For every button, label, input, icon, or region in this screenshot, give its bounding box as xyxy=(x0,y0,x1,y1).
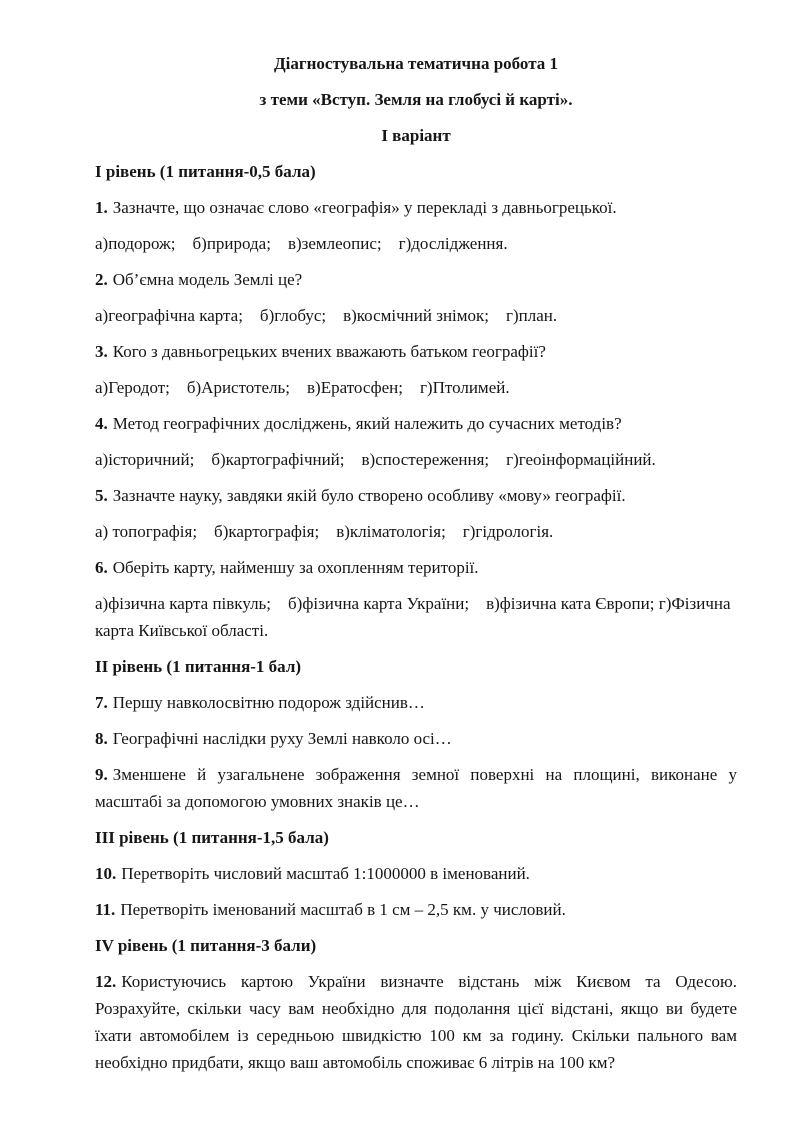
doc-title-line-1: Діагностувальна тематична робота 1 xyxy=(273,54,559,73)
question-5 xyxy=(95,482,737,509)
question-8-number: 8. xyxy=(95,729,108,748)
question-11 xyxy=(95,896,737,923)
question-2-text: Об’ємна модель Землі це? xyxy=(112,270,303,289)
question-7-number: 7. xyxy=(95,693,108,712)
question-10-number: 10. xyxy=(95,864,117,883)
question-5-text: Зазначте науку, завдяки якій було створено особливу «мову» географії. xyxy=(112,486,626,505)
question-2-options: а)географічна карта; б)глобус; в)космічний знімок; г)план. xyxy=(95,306,558,325)
question-1-text: Зазначте, що означає слово «географія» у перекладі з давньогрецької. xyxy=(112,198,617,217)
question-4-options: а)історичний; б)картографічний; в)спостереження; г)геоінформаційний. xyxy=(95,450,656,469)
question-12-number: 12. xyxy=(95,972,117,991)
question-2-number: 2. xyxy=(95,270,108,289)
doc-variant-line: І варіант xyxy=(381,126,451,145)
question-7-text: Першу навколосвітню подорож здійснив… xyxy=(112,693,425,712)
question-8-text: Географічні наслідки руху Землі навколо осі… xyxy=(112,729,452,748)
question-1-options: а)подорож; б)природа; в)землеопис; г)дослідження. xyxy=(95,234,508,253)
level-2-heading: ІІ рівень (1 питання-1 бал) xyxy=(95,657,302,676)
question-6-text: Оберіть карту, найменшу за охопленням території. xyxy=(112,558,479,577)
question-4-text: Метод географічних досліджень, який належить до сучасних методів? xyxy=(112,414,622,433)
question-3-text: Кого з давньогрецьких вчених вважають батьком географії? xyxy=(112,342,546,361)
question-3-number: 3. xyxy=(95,342,108,361)
level-1-heading: І рівень (1 питання-0,5 бала) xyxy=(95,162,316,181)
question-4-number: 4. xyxy=(95,414,108,433)
question-3 xyxy=(95,338,737,365)
question-2 xyxy=(95,266,737,293)
question-5-number: 5. xyxy=(95,486,108,505)
question-11-text: Перетворіть іменований масштаб в 1 см – 2,5 км. у числовий. xyxy=(120,900,566,919)
question-11-number: 11. xyxy=(95,900,116,919)
question-6-options: а)фізична карта півкуль; б)фізична карта України; в)фізична ката Європи; г)Фізична карта Київської області. xyxy=(95,594,735,640)
question-9-number: 9. xyxy=(95,765,108,784)
question-6 xyxy=(95,554,737,581)
level-4-heading: ІV рівень (1 питання-3 бали) xyxy=(95,936,317,955)
question-4 xyxy=(95,410,737,437)
question-1 xyxy=(95,194,737,221)
question-9-text: Зменшене й узагальнене зображення земної поверхні на площині, виконане у масштабі за допомогою умовних знаків це… xyxy=(95,765,737,811)
question-10-text: Перетворіть числовий масштаб 1:1000000 в іменований. xyxy=(121,864,530,883)
question-3-options: а)Геродот; б)Аристотель; в)Ератосфен; г)Птолимей. xyxy=(95,378,510,397)
question-1-number: 1. xyxy=(95,198,108,217)
question-6-number: 6. xyxy=(95,558,108,577)
doc-title-line-2: з теми «Вступ. Земля на глобусі й карті». xyxy=(259,90,573,109)
question-10 xyxy=(95,860,737,887)
question-5-options: а) топографія; б)картографія; в)кліматологія; г)гідрологія. xyxy=(95,522,554,541)
question-12-text: Користуючись картою України визначте відстань між Києвом та Одесою. Розрахуйте, скільки часу вам необхідно для подолання цієї відстані, якщо ви будете їхати автомобілем із середньою швидкістю 100 км за годину. Скільки пального вам необхідно придбати, якщо ваш автомобіль споживає 6 літрів на 100 км? xyxy=(95,972,737,1072)
question-12 xyxy=(95,968,737,1076)
level-3-heading: ІІІ рівень (1 питання-1,5 бала) xyxy=(95,828,329,847)
question-9 xyxy=(95,761,737,815)
question-8 xyxy=(95,725,737,752)
question-7 xyxy=(95,689,737,716)
